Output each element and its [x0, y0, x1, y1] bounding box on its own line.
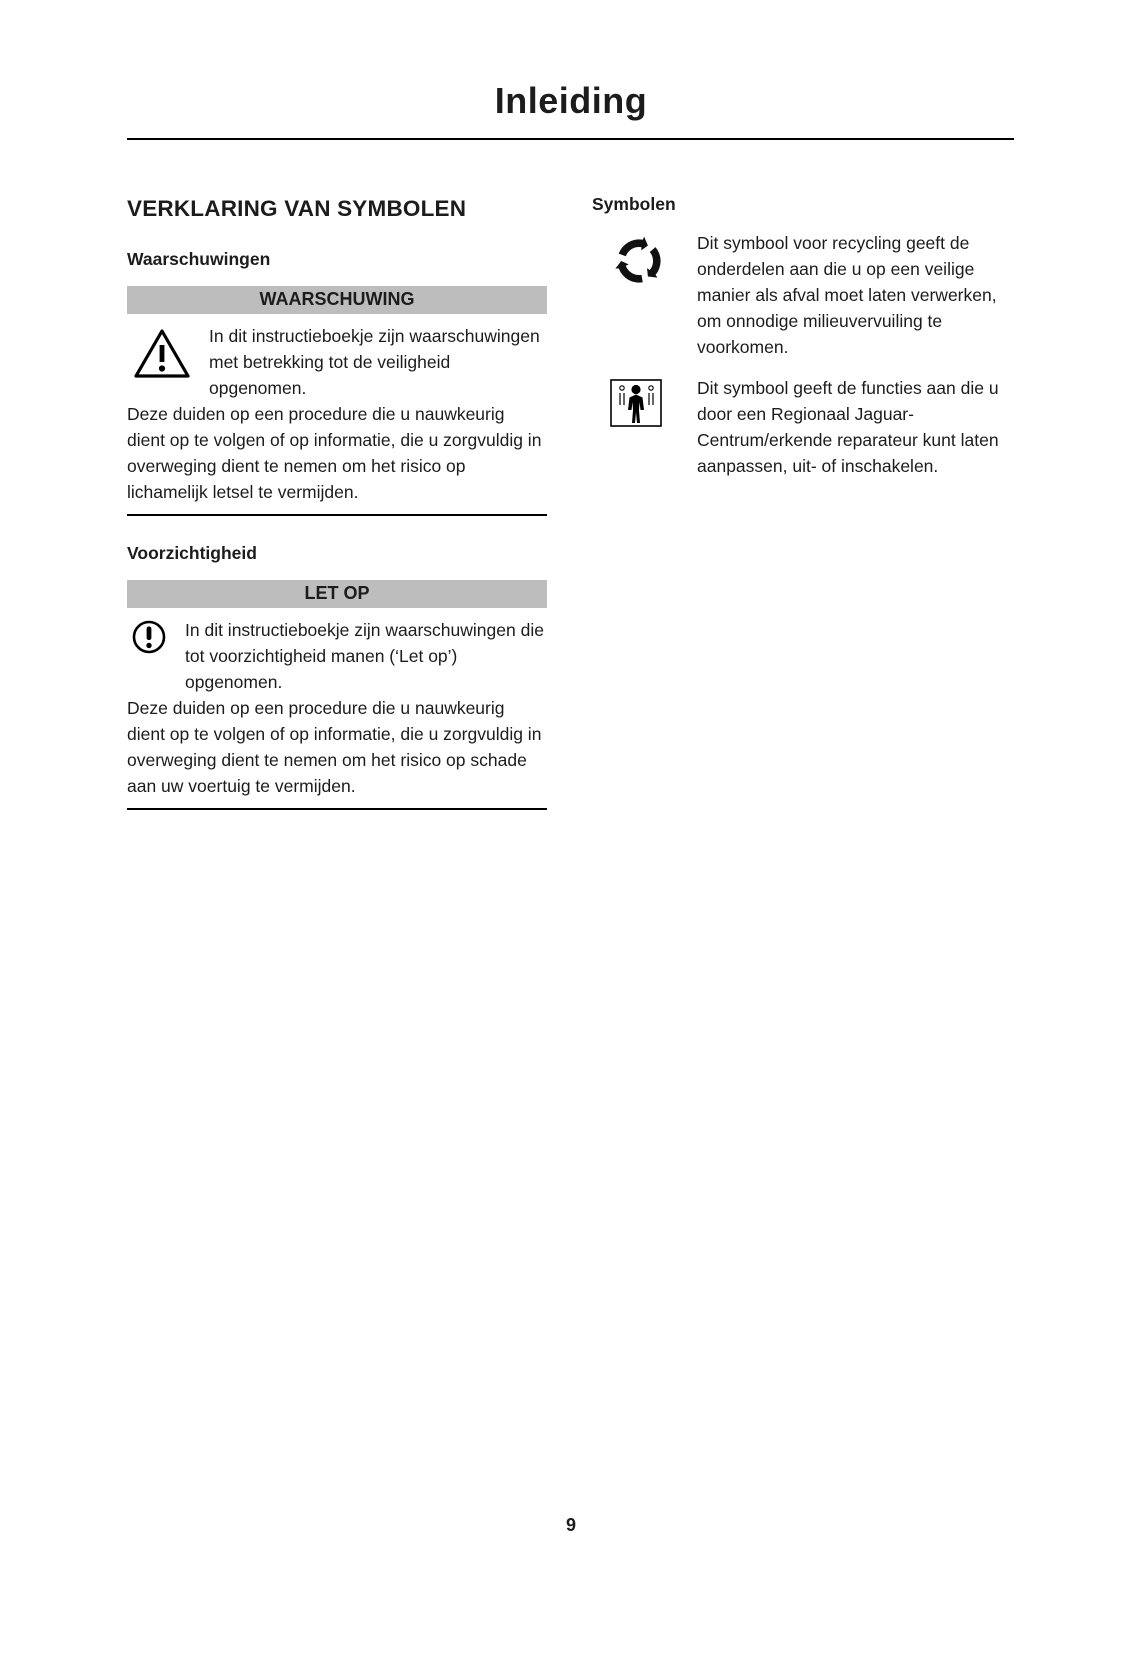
symbol-row [592, 375, 1012, 479]
recycling-icon [592, 230, 697, 360]
section-heading: VERKLARING VAN SYMBOLEN [127, 196, 467, 221]
symbol-row [592, 230, 1012, 360]
warning-icon-row [127, 323, 547, 401]
caution-box [127, 580, 547, 810]
left-column [127, 192, 547, 810]
caution-heading: Voorzichtigheid [127, 543, 257, 563]
warning-triangle-icon [127, 323, 209, 401]
content-columns [127, 192, 1012, 810]
configurable-feature-icon [592, 375, 697, 479]
warning-box [127, 286, 547, 516]
caution-icon-row [127, 617, 547, 695]
caution-circle-icon [127, 617, 185, 695]
right-column [592, 192, 1012, 810]
warning-box-title: WAARSCHUWING [127, 286, 547, 314]
symbols-heading: Symbolen [592, 194, 676, 214]
page-title: Inleiding [494, 80, 648, 121]
warning-intro-text: In dit instructieboekje zijn waarschuwingen met betrekking tot de veiligheid opgenomen. [209, 326, 540, 398]
symbol-text: Dit symbool geeft de functies aan die u door een Regionaal Jaguar-Centrum/erkende reparateur kunt laten aanpassen, uit- of inschakelen. [697, 378, 999, 476]
caution-box-title: LET OP [127, 580, 547, 608]
warning-body-text: Deze duiden op een procedure die u nauwkeurig dient op te volgen of op informatie, die u zorgvuldig in overweging dient te nemen om het risico op lichamelijk letsel te vermijden. [127, 404, 542, 502]
warnings-heading: Waarschuwingen [127, 249, 271, 269]
title-rule [127, 138, 1014, 140]
page-number: 9 [565, 1515, 576, 1535]
caution-body-text: Deze duiden op een procedure die u nauwkeurig dient op te volgen of op informatie, die u zorgvuldig in overweging dient te nemen om het risico op schade aan uw voertuig te vermijden. [127, 698, 542, 796]
caution-intro-text: In dit instructieboekje zijn waarschuwingen die tot voorzichtigheid manen (‘Let op’) opgenomen. [185, 620, 544, 692]
symbol-text: Dit symbool voor recycling geeft de onderdelen aan die u op een veilige manier als afval moet laten verwerken, om onnodige milieuvervuiling te voorkomen. [697, 233, 997, 357]
